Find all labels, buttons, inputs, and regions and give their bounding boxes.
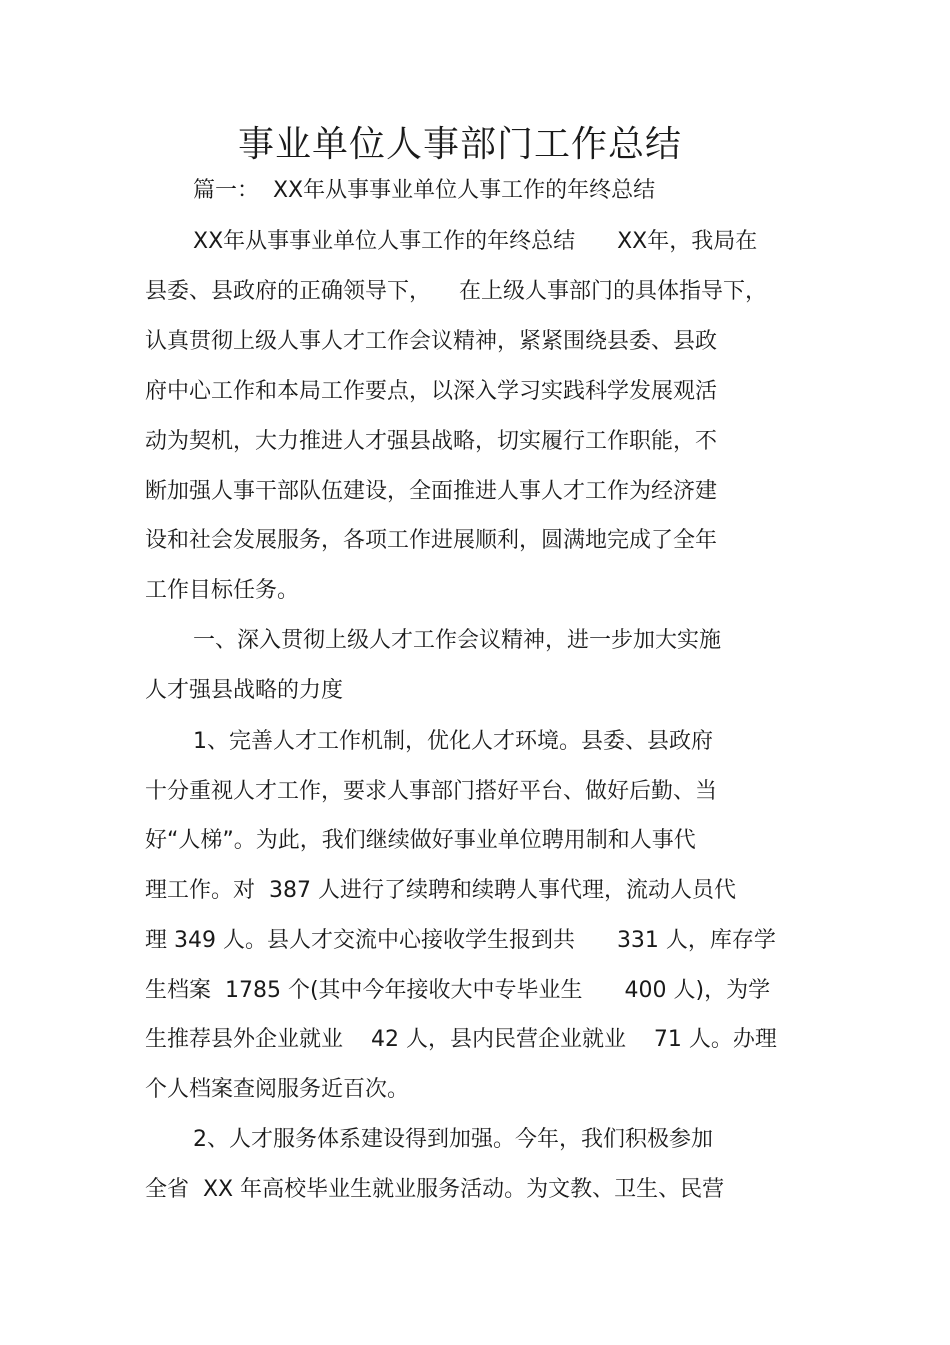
document-title: 事业单位人事部门工作总结 bbox=[237, 124, 682, 165]
paragraph-line: 断加强人事干部队伍建设，全面推进人事人才工作为经济建 bbox=[145, 479, 718, 504]
paragraph-line: 认真贯彻上级人事人才工作会议精神，紧紧围绕县委、县政 bbox=[145, 329, 718, 354]
paragraph-line: 理 349 人。县人才交流中心接收学生报到共 331 人，库存学 bbox=[145, 928, 776, 953]
paragraph-line: 个人档案查阅服务近百次。 bbox=[145, 1077, 410, 1102]
section-heading: 篇一： XX年从事事业单位人事工作的年终总结 bbox=[193, 178, 656, 203]
paragraph-line: 生档案 1785 个(其中今年接收大中专毕业生 400 人)，为学 bbox=[145, 978, 771, 1003]
paragraph-line: 1、完善人才工作机制，优化人才环境。县委、县政府 bbox=[193, 729, 713, 754]
paragraph-line: 十分重视人才工作，要求人事部门搭好平台、做好后勤、当 bbox=[145, 779, 718, 804]
paragraph-line: XX年从事事业单位人事工作的年终总结 XX年，我局在 bbox=[193, 229, 758, 254]
paragraph-line: 全省 XX 年高校毕业生就业服务活动。为文教、卫生、民营 bbox=[145, 1177, 725, 1202]
paragraph-line: 生推荐县外企业就业 42 人，县内民营企业就业 71 人。办理 bbox=[145, 1027, 777, 1052]
paragraph-line: 人才强县战略的力度 bbox=[145, 678, 344, 703]
paragraph-line: 府中心工作和本局工作要点，以深入学习实践科学发展观活 bbox=[145, 379, 718, 404]
paragraph-line: 县委、县政府的正确领导下， 在上级人事部门的具体指导下， bbox=[145, 279, 767, 304]
paragraph-line: 一、深入贯彻上级人才工作会议精神，进一步加大实施 bbox=[193, 628, 722, 653]
paragraph-line: 设和社会发展服务，各项工作进展顺利，圆满地完成了全年 bbox=[145, 528, 718, 553]
paragraph-line: 理工作。对 387 人进行了续聘和续聘人事代理，流动人员代 bbox=[145, 878, 736, 903]
paragraph-line: 2、人才服务体系建设得到加强。今年，我们积极参加 bbox=[193, 1127, 713, 1152]
paragraph-line: 动为契机，大力推进人才强县战略，切实履行工作职能，不 bbox=[145, 429, 718, 454]
paragraph-line: 工作目标任务。 bbox=[145, 578, 300, 603]
paragraph-line: 好“人梯”。为此，我们继续做好事业单位聘用制和人事代 bbox=[145, 828, 696, 853]
